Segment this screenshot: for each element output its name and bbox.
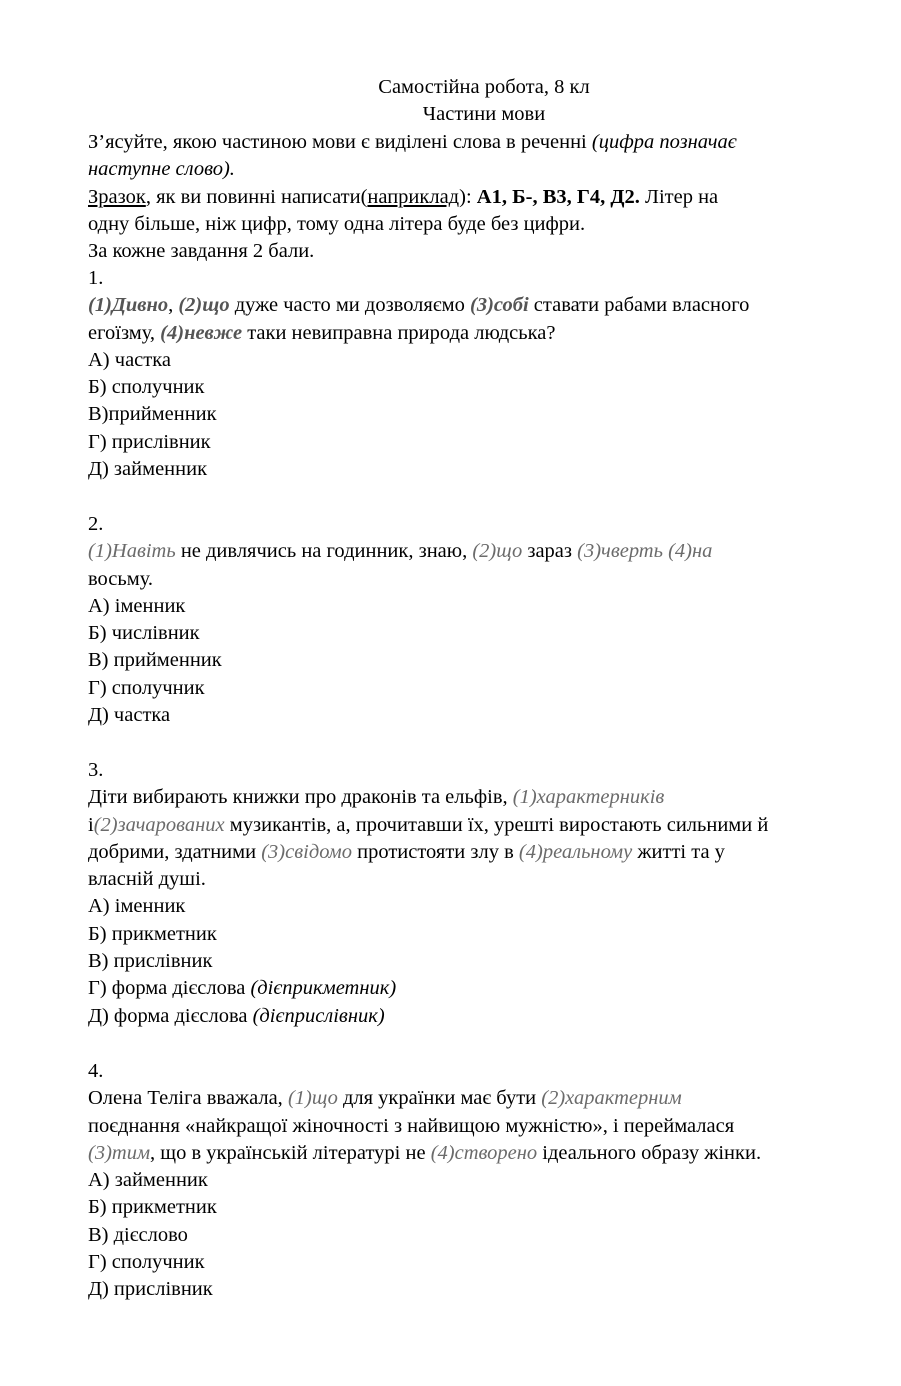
- task-3: [88, 757, 878, 1030]
- answer-option: А) іменник: [88, 895, 186, 918]
- task-sentence-line: добрими, здатними (3)свідомо протистояти злу в (4)реальному житті та у: [88, 840, 725, 863]
- answer-option: А) іменник: [88, 594, 186, 617]
- task-number: 3.: [88, 759, 104, 781]
- page-title: Самостійна робота, 8 кл: [378, 76, 590, 98]
- highlighted-word: (4)невже: [160, 321, 243, 344]
- highlighted-word: (2)що: [178, 294, 230, 317]
- sample-label: Зразок: [88, 185, 146, 208]
- page-subtitle: Частини мови: [422, 103, 546, 125]
- highlighted-word: (3)чверть: [577, 540, 663, 563]
- instructions: [88, 129, 878, 265]
- instruction-note-cont: наступне слово).: [88, 158, 235, 181]
- answer-option: Г) сполучник: [88, 1251, 205, 1274]
- task-sentence-line: Діти вибирають книжки про драконів та ельфів, (1)характерників: [88, 786, 665, 809]
- sample-line: Зразок, як ви повинні написати(наприклад): А1, Б-, В3, Г4, Д2. Літер на: [88, 185, 719, 208]
- task-sentence-line: восьму.: [88, 567, 154, 590]
- answer-option: Д) прислівник: [88, 1278, 213, 1301]
- highlighted-word: (1)що: [287, 1087, 338, 1110]
- answer-option: А) частка: [88, 348, 171, 371]
- highlighted-word: (1)характерників: [512, 786, 665, 809]
- task-4: [88, 1058, 878, 1304]
- points-note: За кожне завдання 2 бали.: [88, 240, 315, 263]
- highlighted-word: (4)на: [668, 540, 713, 563]
- highlighted-word: (4)реальному: [518, 840, 633, 863]
- answer-option: В) прислівник: [88, 950, 213, 973]
- instruction-note: (цифра позначає: [591, 131, 737, 153]
- highlighted-word: (3)свідомо: [261, 840, 353, 863]
- task-number: 4.: [88, 1060, 104, 1082]
- task-sentence-line: поєднання «найкращої жіночності з найвищою мужністю», і переймалася: [88, 1114, 735, 1137]
- answer-option: Б) сполучник: [88, 376, 205, 399]
- answer-option: Б) прикметник: [88, 922, 217, 945]
- answer-option: Д) форма дієслова (дієприслівник): [88, 1004, 385, 1027]
- task-number: 1.: [88, 267, 104, 289]
- answer-option: Г) прислівник: [88, 430, 211, 453]
- answer-option: Д) займенник: [88, 458, 208, 481]
- answer-option: Г) сполучник: [88, 676, 205, 699]
- instruction-line: [88, 129, 878, 156]
- highlighted-word: (1)Дивно: [88, 294, 169, 317]
- option-note: (дієприслівник): [252, 1004, 385, 1027]
- task-2: [88, 511, 878, 729]
- answer-option: Г) форма дієслова (дієприкметник): [88, 977, 397, 1000]
- answer-option: Д) частка: [88, 704, 171, 727]
- answer-option: А) займенник: [88, 1169, 208, 1192]
- answer-option: В)прийменник: [88, 403, 217, 426]
- task-1: [88, 265, 878, 483]
- answer-option: Б) прикметник: [88, 1196, 217, 1219]
- task-sentence-line: (3)тим, що в українській літературі не (4)створено ідеального образу жінки.: [88, 1141, 762, 1164]
- answer-option: Б) числівник: [88, 622, 200, 645]
- answer-option: В) дієслово: [88, 1223, 188, 1246]
- sample-answer: А1, Б-, В3, Г4, Д2.: [476, 185, 640, 208]
- sample-example: наприклад: [367, 185, 460, 208]
- highlighted-word: (3)собі: [470, 294, 529, 317]
- highlighted-word: (3)тим: [88, 1141, 151, 1164]
- task-sentence-line: власній душі.: [88, 868, 206, 891]
- instruction-text: З’ясуйте, якою частиною мови є виділені слова в реченні: [88, 131, 592, 153]
- answer-option: В) прийменник: [88, 649, 222, 672]
- highlighted-word: (4)створено: [430, 1141, 538, 1164]
- option-note: (дієприкметник): [250, 977, 397, 1000]
- highlighted-word: (2)що: [472, 540, 523, 563]
- highlighted-word: (2)зачарованих: [93, 813, 225, 836]
- task-sentence-line: (1)Дивно, (2)що дуже часто ми дозволяємо (3)собі ставати рабами власного: [88, 294, 750, 317]
- task-sentence-line: Олена Теліга вважала, (1)що для українки має бути (2)характерним: [88, 1087, 682, 1110]
- task-sentence-line: і(2)зачарованих музикантів, а, прочитавши їх, урешті виростають сильними й: [88, 813, 769, 836]
- sample-line-cont: одну більше, ніж цифр, тому одна літера буде без цифри.: [88, 212, 586, 235]
- highlighted-word: (2)характерним: [541, 1087, 682, 1110]
- task-number: 2.: [88, 513, 104, 535]
- task-sentence-line: (1)Навіть не дивлячись на годинник, знаю, (2)що зараз (3)чверть (4)на: [88, 540, 713, 563]
- task-sentence-line: егоїзму, (4)невже таки невиправна природа людська?: [88, 321, 556, 344]
- highlighted-word: (1)Навіть: [88, 540, 176, 563]
